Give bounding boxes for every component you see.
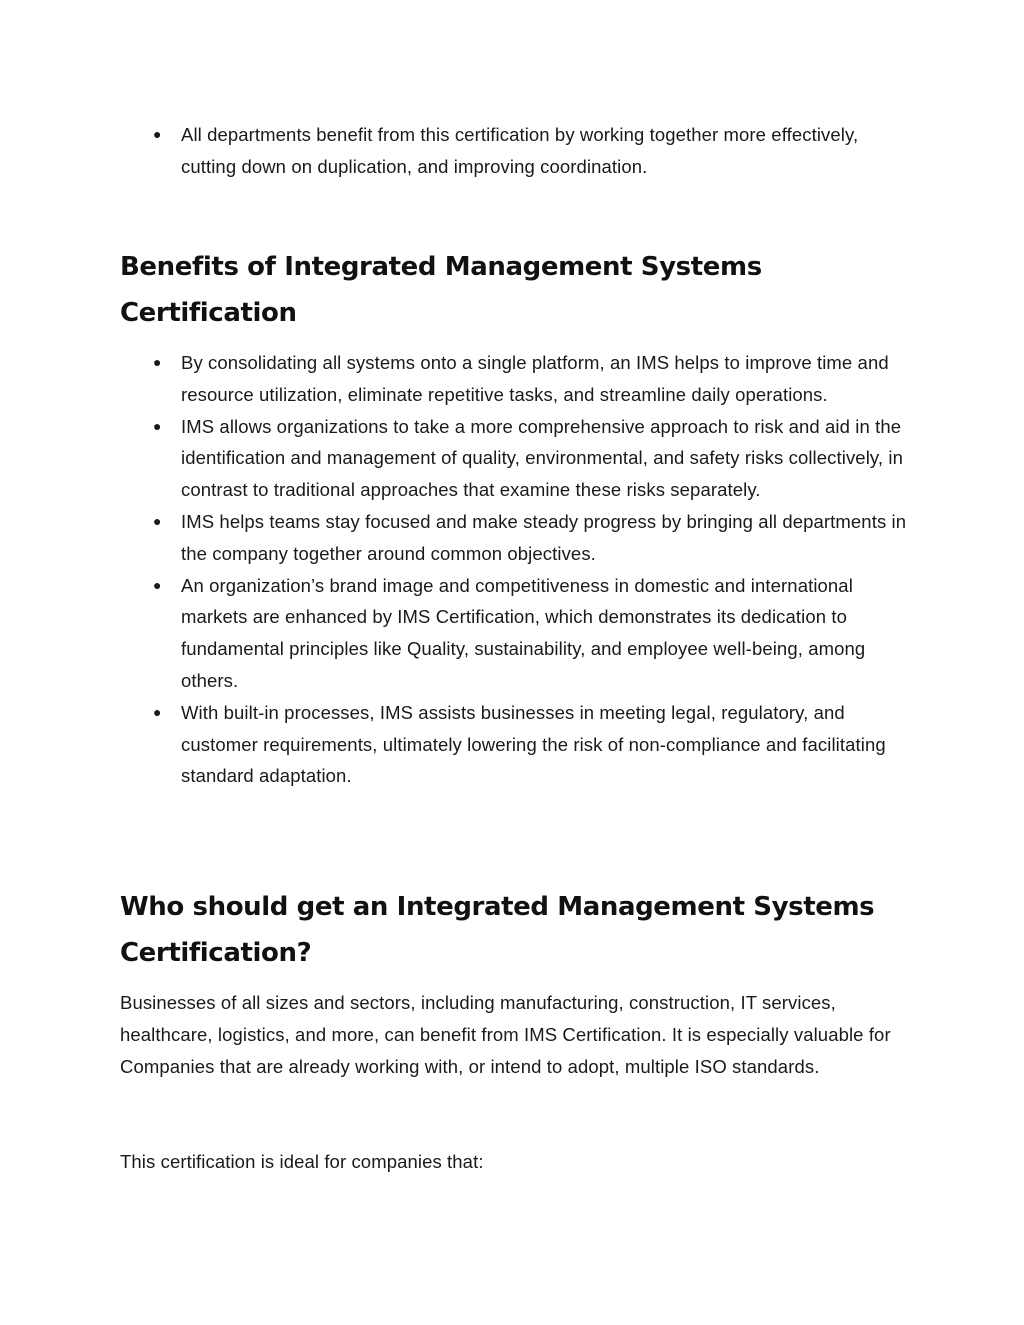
benefits-heading: Benefits of Integrated Management Systems Certification: [120, 252, 762, 328]
list-item: [120, 119, 910, 183]
bullet-icon: ●: [153, 126, 162, 142]
bullet-icon: ●: [153, 576, 162, 593]
bullet-icon: ●: [153, 354, 162, 370]
who-paragraph: Businesses of all sizes and sectors, including manufacturing, construction, IT services, healthcare, logistics, and more, can benefit from IMS Certification. It is especially valuable for Companies that are already working with, or intend to adopt, multiple ISO standards.: [120, 992, 891, 1077]
list-item: [120, 506, 910, 570]
list-item: [120, 347, 910, 411]
bullet-icon: ●: [153, 512, 162, 529]
list-item-text: IMS helps teams stay focused and make steady progress by bringing all departments in the company together around common objectives.: [181, 510, 907, 564]
who-should-heading: Who should get an Integrated Management Systems Certification?: [120, 892, 875, 968]
bullet-icon: ●: [153, 417, 162, 434]
list-item-text: An organization’s brand image and competitiveness in domestic and international markets are enhanced by IMS Certification, which demonstrates its dedication to fundamental principles like Quality, sustainability, and employee well-being, among others.: [181, 574, 866, 691]
list-item-text: With built-in processes, IMS assists businesses in meeting legal, regulatory, and customer requirements, ultimately lowering the risk of non-compliance and facilitating standard adaptation.: [181, 701, 886, 787]
list-item-text: By consolidating all systems onto a single platform, an IMS helps to improve time and resource utilization, eliminate repetitive tasks, and streamline daily operations.: [181, 352, 889, 405]
ideal-intro-paragraph: This certification is ideal for companies that:: [120, 1151, 484, 1172]
benefits-bullet-list: [120, 347, 910, 792]
list-item-text: IMS allows organizations to take a more comprehensive approach to risk and aid in the identification and management of quality, environmental, and safety risks collectively, in contrast to traditional approaches that examine these risks separately.: [181, 415, 903, 501]
list-item: [120, 697, 910, 792]
list-item: [120, 570, 910, 697]
intro-bullet-list: [120, 119, 910, 183]
list-item: [120, 411, 910, 506]
list-item-text: All departments benefit from this certification by working together more effectively, cutting down on duplication, and improving coordination.: [181, 124, 859, 177]
bullet-icon: ●: [153, 703, 162, 720]
